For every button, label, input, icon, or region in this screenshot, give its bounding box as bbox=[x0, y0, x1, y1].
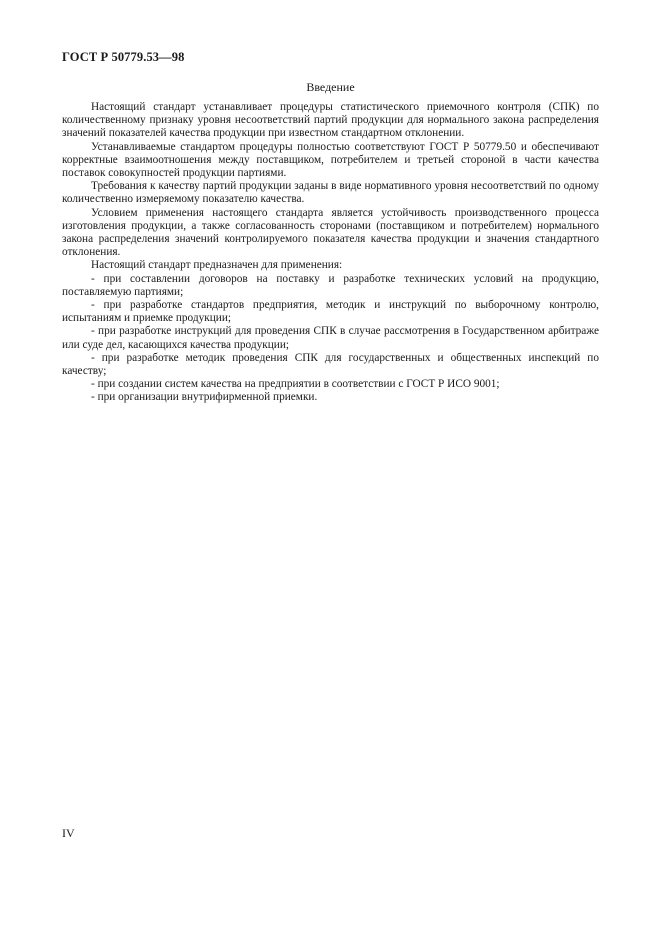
page-number: IV bbox=[62, 826, 75, 840]
paragraph-purpose: Настоящий стандарт предназначен для применения: bbox=[91, 259, 343, 272]
standard-code-header: ГОСТ Р 50779.53—98 bbox=[62, 50, 185, 64]
paragraph-requirements: Требования к качеству партий продукции заданы в виде нормативного уровня несоответствий по одному количественно измеряемому показателю качества. bbox=[62, 180, 599, 206]
list-item: - при составлении договоров на поставку и разработке технических условий на продукцию, поставляемую партиями; bbox=[62, 272, 599, 298]
paragraph-conformity: Устанавливаемые стандартом процедуры полностью соответствуют ГОСТ Р 50779.50 и обеспечивают корректные взаимоотношения между поставщиком, потребителем и третьей стороной в части качества поставок совокупностей продукции партиями. bbox=[62, 140, 599, 180]
list-item: - при разработке методик проведения СПК для государственных и общественных инспекций по качеству; bbox=[62, 351, 599, 378]
section-title: Введение bbox=[306, 80, 355, 94]
paragraph-conditions: Условием применения настоящего стандарта является устойчивость производственного процесса изготовления продукции, а также согласованность сторонами (поставщиком и потребителем) нормального закона распределения значений контролируемого показателя качества продукции и значения стандартного отклонения. bbox=[62, 206, 599, 259]
list-item: - при создании систем качества на предприятии в соответствии с ГОСТ Р ИСО 9001; bbox=[91, 378, 500, 391]
document-body bbox=[62, 101, 599, 405]
paragraph-scope: Настоящий стандарт устанавливает процедуры статистического приемочного контроля (СПК) по количественному признаку уровня несоответствий партий продукции для нормального закона распределения значений показателей качества продукции при известном стандартном отклонении. bbox=[62, 101, 599, 140]
list-item: - при организации внутрифирменной приемки. bbox=[91, 391, 318, 404]
list-item: - при разработке инструкций для проведения СПК в случае рассмотрения в Государственном арбитраже или суде дел, касающихся качества продукции; bbox=[62, 325, 599, 351]
list-item: - при разработке стандартов предприятия, методик и инструкций по выборочному контролю, испытаниям и приемке продукции; bbox=[62, 299, 599, 325]
